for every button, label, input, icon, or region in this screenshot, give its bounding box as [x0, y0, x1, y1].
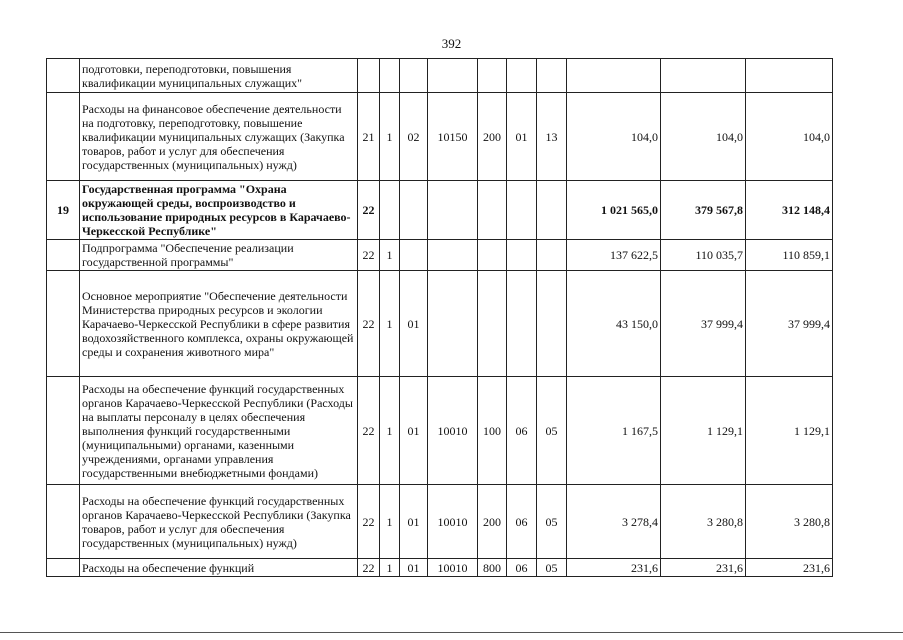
amount-year3-cell — [746, 59, 833, 93]
code-event-cell — [400, 181, 428, 240]
code-expense-type-cell: 800 — [478, 559, 507, 577]
code-event-cell: 01 — [400, 485, 428, 559]
amount-year3-cell: 312 148,4 — [746, 181, 833, 240]
code-expense-type-cell: 100 — [478, 377, 507, 485]
item-name-cell: подготовки, переподготовки, повышения квалификации муниципальных служащих" — [80, 59, 358, 93]
code-ministry-cell: 22 — [358, 240, 380, 271]
code-expense-type-cell — [478, 240, 507, 271]
row-number-cell — [47, 271, 80, 377]
amount-year2-cell: 231,6 — [661, 559, 746, 577]
code-subprogram-cell — [380, 181, 400, 240]
amount-year1-cell: 231,6 — [567, 559, 661, 577]
table-row — [47, 181, 833, 240]
code-direction-cell — [428, 240, 478, 271]
code-section-cell — [507, 240, 537, 271]
code-subprogram-cell: 1 — [380, 377, 400, 485]
code-subsection-cell: 13 — [537, 93, 567, 181]
amount-year1-cell: 1 021 565,0 — [567, 181, 661, 240]
code-event-cell: 01 — [400, 559, 428, 577]
row-number-cell — [47, 93, 80, 181]
row-number-cell — [47, 240, 80, 271]
amount-year1-cell: 1 167,5 — [567, 377, 661, 485]
table-row — [47, 59, 833, 93]
amount-year2-cell: 1 129,1 — [661, 377, 746, 485]
page-number: 392 — [441, 36, 462, 51]
item-name-cell: Расходы на обеспечение функций государственных органов Карачаево-Черкесской Республики (Расходы на выплаты персоналу в целях обеспечения выполнения функций государственными (муниципальными) органами, казенными учреждениями, органами управления государственными внебюджетными фондами) — [80, 377, 358, 485]
code-subsection-cell — [537, 240, 567, 271]
code-event-cell — [400, 240, 428, 271]
item-name-cell: Основное мероприятие "Обеспечение деятельности Министерства природных ресурсов и экологии Карачаево-Черкесской Республики в сфере развития водохозяйственного комплекса, охраны окружающей среды и сохранения животного мира" — [80, 271, 358, 377]
item-name-cell: Государственная программа "Охрана окружающей среды, воспроизводство и использование природных ресурсов в Карачаево-Черкесской Республике" — [80, 181, 358, 240]
code-subsection-cell — [537, 271, 567, 377]
item-name-cell: Расходы на обеспечение функций государственных органов Карачаево-Черкесской Республики (Закупка товаров, работ и услуг для обеспечения государственных (муниципальных) нужд) — [80, 485, 358, 559]
code-direction-cell: 10010 — [428, 485, 478, 559]
code-ministry-cell: 22 — [358, 559, 380, 577]
row-number-cell: 19 — [47, 181, 80, 240]
amount-year1-cell: 3 278,4 — [567, 485, 661, 559]
code-section-cell: 06 — [507, 377, 537, 485]
code-subprogram-cell: 1 — [380, 559, 400, 577]
code-subprogram-cell — [380, 59, 400, 93]
budget-table — [46, 58, 833, 577]
code-section-cell — [507, 271, 537, 377]
table-row — [47, 93, 833, 181]
code-ministry-cell: 22 — [358, 181, 380, 240]
row-number-cell — [47, 59, 80, 93]
table-row — [47, 240, 833, 271]
amount-year3-cell: 1 129,1 — [746, 377, 833, 485]
code-subprogram-cell: 1 — [380, 240, 400, 271]
amount-year2-cell: 104,0 — [661, 93, 746, 181]
item-name-cell: Расходы на обеспечение функций — [80, 559, 358, 577]
code-section-cell: 06 — [507, 485, 537, 559]
table-row — [47, 559, 833, 577]
amount-year2-cell — [661, 59, 746, 93]
amount-year3-cell: 110 859,1 — [746, 240, 833, 271]
code-direction-cell: 10150 — [428, 93, 478, 181]
code-direction-cell — [428, 181, 478, 240]
table-row — [47, 485, 833, 559]
code-section-cell — [507, 181, 537, 240]
amount-year3-cell: 231,6 — [746, 559, 833, 577]
code-event-cell: 02 — [400, 93, 428, 181]
table-body — [47, 59, 833, 577]
row-number-cell — [47, 559, 80, 577]
amount-year3-cell: 3 280,8 — [746, 485, 833, 559]
code-subsection-cell: 05 — [537, 559, 567, 577]
code-section-cell: 01 — [507, 93, 537, 181]
amount-year3-cell: 37 999,4 — [746, 271, 833, 377]
amount-year1-cell: 104,0 — [567, 93, 661, 181]
code-expense-type-cell: 200 — [478, 93, 507, 181]
code-ministry-cell: 22 — [358, 271, 380, 377]
code-event-cell — [400, 59, 428, 93]
amount-year1-cell: 43 150,0 — [567, 271, 661, 377]
code-direction-cell — [428, 59, 478, 93]
code-direction-cell — [428, 271, 478, 377]
table-row — [47, 271, 833, 377]
code-subsection-cell — [537, 59, 567, 93]
code-event-cell: 01 — [400, 271, 428, 377]
code-subsection-cell: 05 — [537, 485, 567, 559]
code-event-cell: 01 — [400, 377, 428, 485]
code-ministry-cell: 22 — [358, 377, 380, 485]
code-subprogram-cell: 1 — [380, 271, 400, 377]
code-expense-type-cell — [478, 59, 507, 93]
item-name-cell: Подпрограмма "Обеспечение реализации государственной программы" — [80, 240, 358, 271]
amount-year2-cell: 3 280,8 — [661, 485, 746, 559]
code-expense-type-cell — [478, 271, 507, 377]
code-section-cell — [507, 59, 537, 93]
amount-year3-cell: 104,0 — [746, 93, 833, 181]
amount-year2-cell: 379 567,8 — [661, 181, 746, 240]
amount-year1-cell — [567, 59, 661, 93]
amount-year1-cell: 137 622,5 — [567, 240, 661, 271]
code-ministry-cell: 21 — [358, 93, 380, 181]
code-direction-cell: 10010 — [428, 377, 478, 485]
page-bottom-rule — [0, 632, 903, 633]
code-direction-cell: 10010 — [428, 559, 478, 577]
row-number-cell — [47, 485, 80, 559]
code-subprogram-cell: 1 — [380, 93, 400, 181]
amount-year2-cell: 37 999,4 — [661, 271, 746, 377]
code-expense-type-cell — [478, 181, 507, 240]
code-ministry-cell: 22 — [358, 485, 380, 559]
item-name-cell: Расходы на финансовое обеспечение деятельности на подготовку, переподготовку, повышение квалификации муниципальных служащих (Закупка товаров, работ и услуг для обеспечения государственных (муниципальных) нужд) — [80, 93, 358, 181]
code-section-cell: 06 — [507, 559, 537, 577]
amount-year2-cell: 110 035,7 — [661, 240, 746, 271]
row-number-cell — [47, 377, 80, 485]
code-subprogram-cell: 1 — [380, 485, 400, 559]
code-expense-type-cell: 200 — [478, 485, 507, 559]
code-ministry-cell — [358, 59, 380, 93]
code-subsection-cell — [537, 181, 567, 240]
table-row — [47, 377, 833, 485]
code-subsection-cell: 05 — [537, 377, 567, 485]
